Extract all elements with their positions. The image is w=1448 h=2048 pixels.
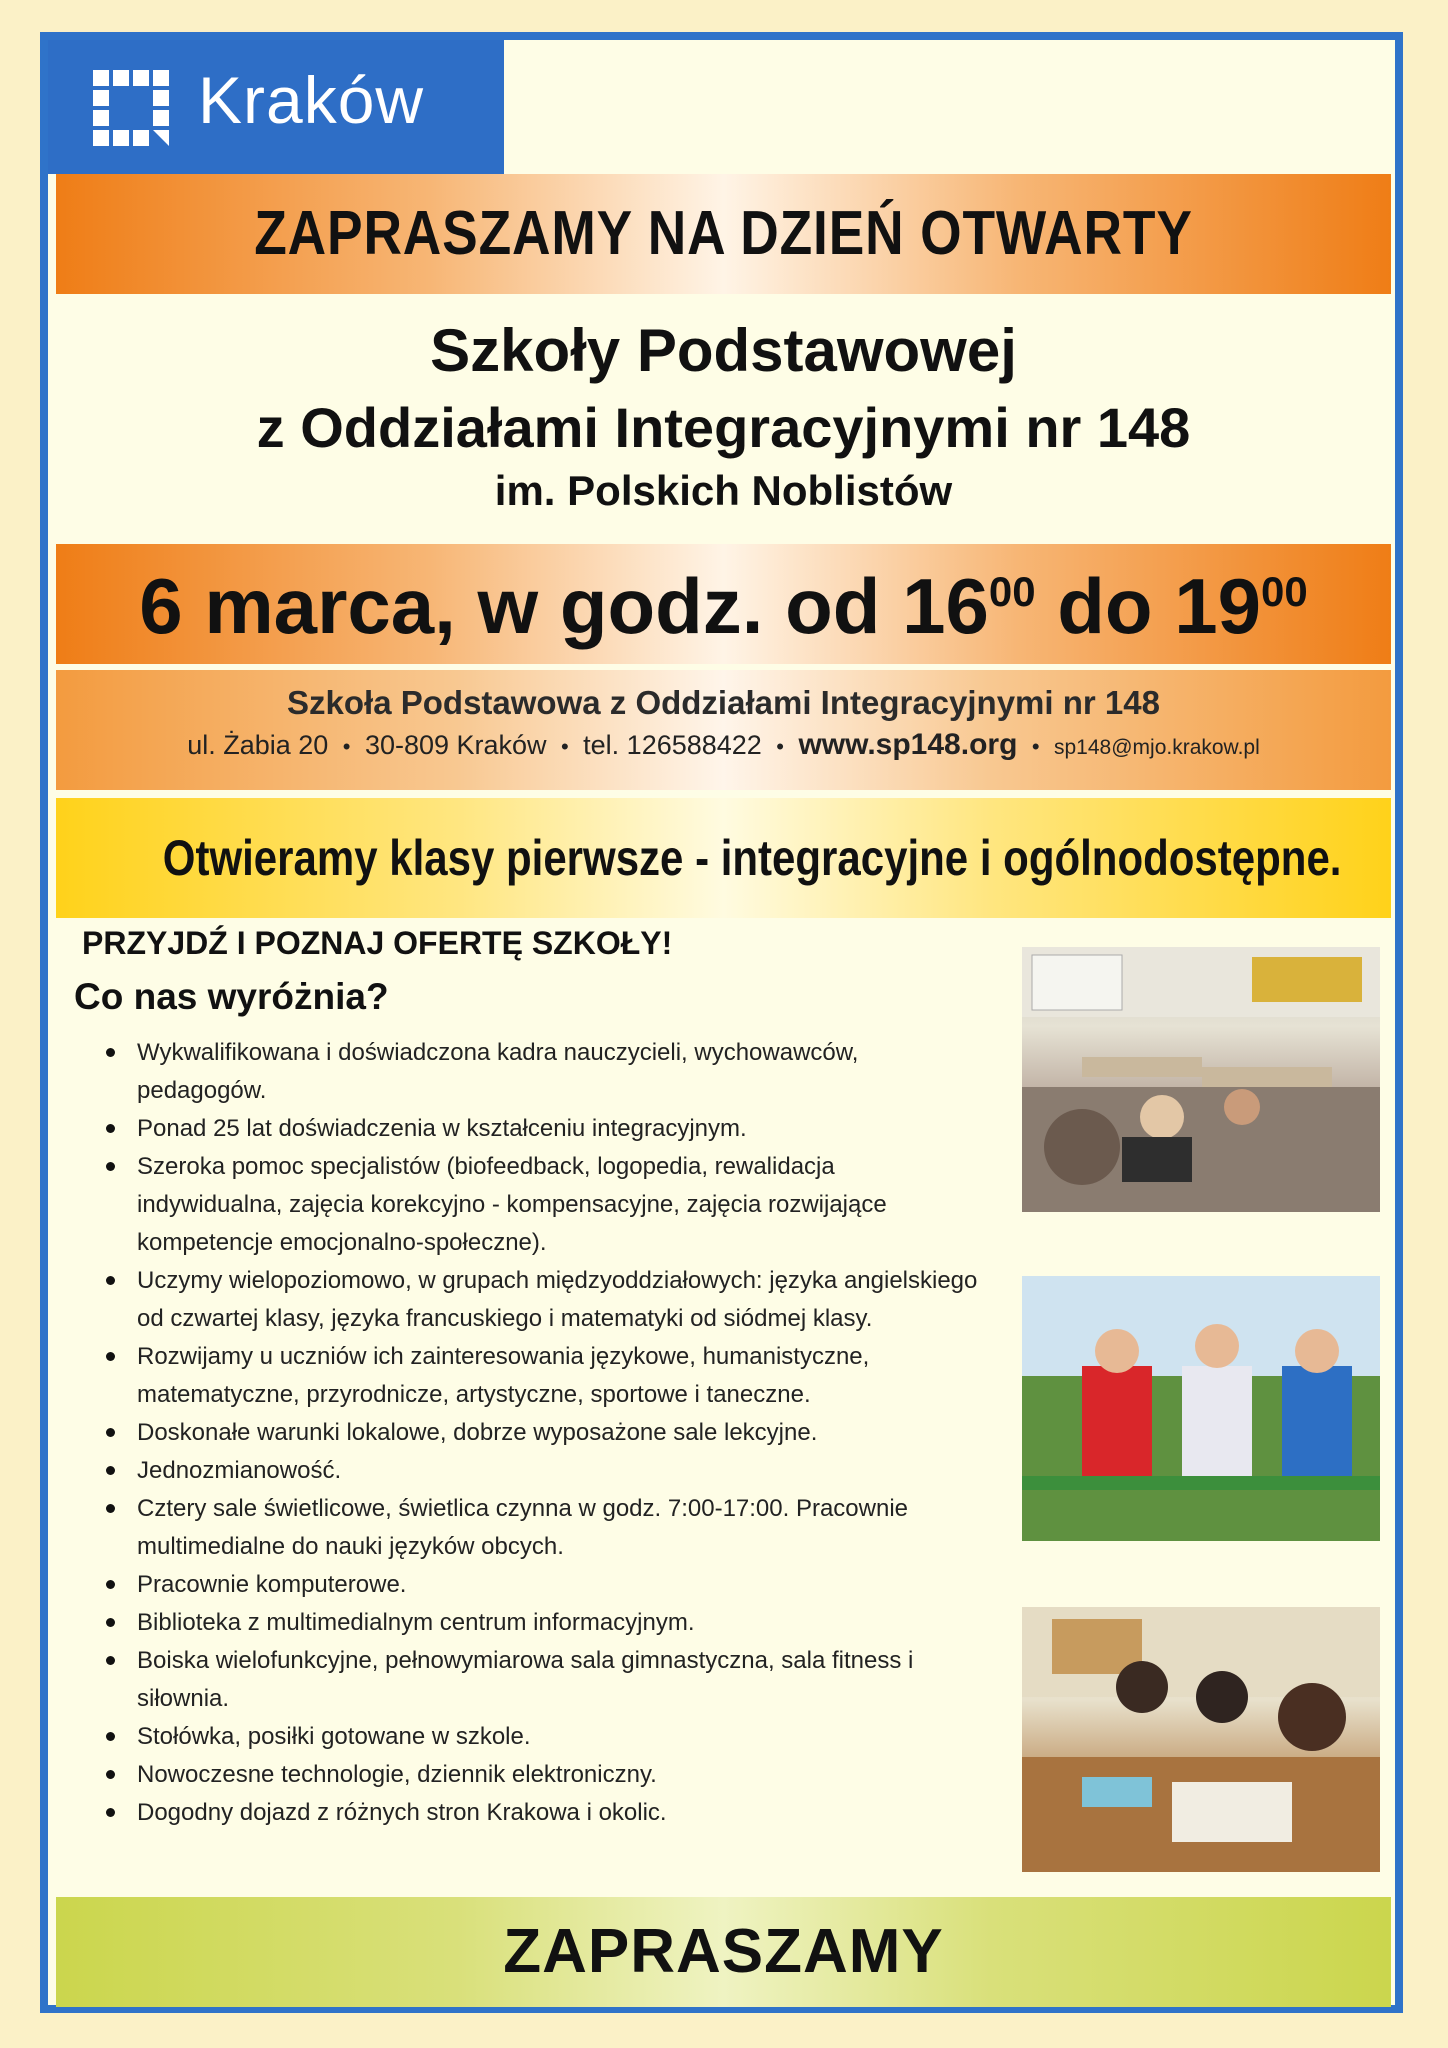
list-item: Wykwalifikowana i doświadczona kadra nauczycieli, wychowawców, pedagogów. bbox=[100, 1034, 980, 1110]
separator-dot: • bbox=[776, 734, 784, 759]
list-item: Cztery sale świetlicowe, świetlica czynna w godz. 7:00-17:00. Pracownie multimedialne do nauki języków obcych. bbox=[100, 1490, 980, 1566]
offer-subtitle: Co nas wyróżnia? bbox=[74, 976, 389, 1017]
language-lab-illustration bbox=[1022, 1607, 1380, 1872]
street-address: ul. Żabia 20 bbox=[187, 730, 329, 760]
list-item: Pracownie komputerowe. bbox=[100, 1566, 980, 1604]
school-name-line2: z Oddziałami Integracyjnymi nr 148 bbox=[256, 396, 1191, 459]
krakow-logo-icon bbox=[93, 70, 169, 146]
krakow-logo bbox=[48, 40, 504, 174]
classes-banner bbox=[56, 798, 1391, 918]
offer-title: PRZYJDŹ I POZNAJ OFERTĘ SZKOŁY! bbox=[82, 925, 673, 961]
list-item: Biblioteka z multimedialnym centrum informacyjnym. bbox=[100, 1604, 980, 1642]
footer-banner bbox=[56, 1897, 1391, 2007]
list-item: Doskonałe warunki lokalowe, dobrze wyposażone sale lekcyjne. bbox=[100, 1414, 980, 1452]
open-day-banner bbox=[56, 174, 1391, 294]
list-item: Rozwijamy u uczniów ich zainteresowania językowe, humanistyczne, matematyczne, przyrodnicze, artystyczne, sportowe i taneczne. bbox=[100, 1338, 980, 1414]
open-day-heading: ZAPRASZAMY NA DZIEŃ OTWARTY bbox=[254, 199, 1193, 268]
separator-dot: • bbox=[561, 734, 569, 759]
separator-dot: • bbox=[342, 734, 351, 759]
email-link[interactable]: sp148@mjo.krakow.pl bbox=[1054, 736, 1260, 759]
school-name-line1: Szkoły Podstawowej bbox=[430, 317, 1017, 384]
classes-banner-text: Otwieramy klasy pierwsze - integracyjne i ogólnodostępne. bbox=[162, 830, 1342, 886]
event-date: 6 marca, w godz. od $16^{00}$ do $19^{00}$ bbox=[139, 562, 1308, 650]
logo-city-name: Kraków bbox=[198, 63, 425, 137]
classroom-photo bbox=[1022, 947, 1380, 1212]
list-item: Boiska wielofunkcyjne, pełnowymiarowa sala gimnastyczna, sala fitness i siłownia. bbox=[100, 1642, 980, 1718]
list-item: Ponad 25 lat doświadczenia w kształceniu integracyjnym. bbox=[100, 1110, 980, 1148]
phone-number: tel. 126588422 bbox=[583, 730, 762, 760]
list-item: Stołówka, posiłki gotowane w szkole. bbox=[100, 1718, 980, 1756]
list-item: Jednozmianowość. bbox=[100, 1452, 980, 1490]
list-item: Nowoczesne technologie, dziennik elektroniczny. bbox=[100, 1756, 980, 1794]
postal-address: 30-809 Kraków bbox=[364, 730, 547, 760]
separator-dot: • bbox=[1031, 734, 1040, 759]
list-item: Szeroka pomoc specjalistów (biofeedback, logopedia, rewalidacja indywidualna, zajęcia korekcyjno - kompensacyjne, zajęcia rozwijające kompetencje emocjonalno-społeczne). bbox=[100, 1148, 980, 1262]
date-banner bbox=[56, 544, 1391, 664]
contact-line bbox=[56, 728, 1391, 762]
list-item: Uczymy wielopoziomowo, w grupach międzyoddziałowych: języka angielskiego od czwartej klasy, języka francuskiego i matematyki od siódmej klasy. bbox=[100, 1262, 980, 1338]
sports-illustration bbox=[1022, 1276, 1380, 1541]
classroom-illustration bbox=[1022, 947, 1380, 1212]
school-patron: im. Polskich Noblistów bbox=[494, 467, 953, 514]
list-item: Dogodny dojazd z różnych stron Krakowa i okolic. bbox=[100, 1794, 980, 1832]
footer-invite: ZAPRASZAMY bbox=[503, 1917, 944, 1986]
features-list bbox=[100, 1034, 980, 1832]
address-school-name: Szkoła Podstawowa z Oddziałami Integracyjnymi nr 148 bbox=[287, 684, 1160, 721]
website-link[interactable]: www.sp148.org bbox=[798, 728, 1018, 761]
sports-photo bbox=[1022, 1276, 1380, 1541]
address-banner bbox=[56, 670, 1391, 790]
language-lab-photo bbox=[1022, 1607, 1380, 1872]
school-name-block bbox=[56, 294, 1391, 516]
